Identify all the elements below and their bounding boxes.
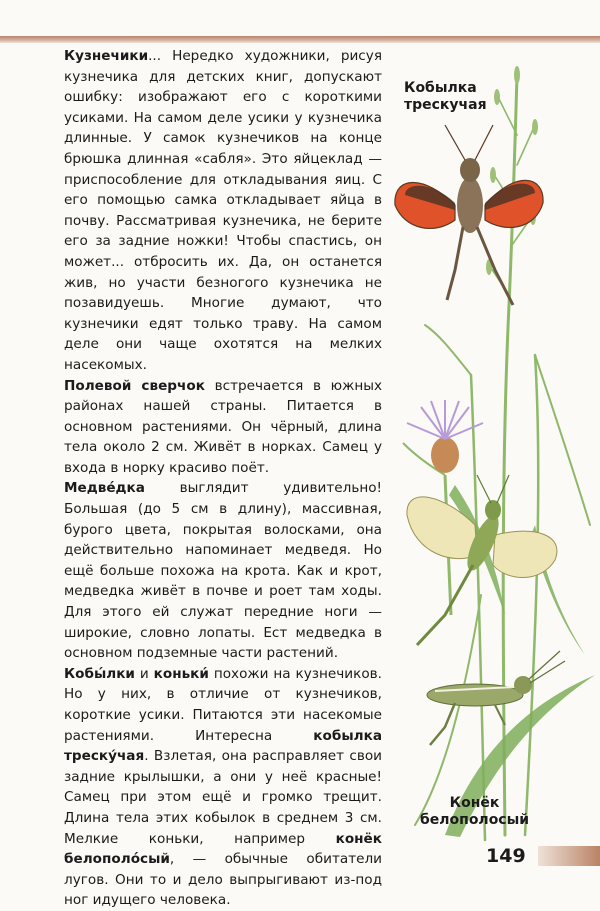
article-text [64,46,382,911]
caption-white-striped-skipper [420,795,529,829]
page-number-bar [538,846,600,866]
paragraph-mole-cricket [64,478,382,663]
term-white-striped-skipper: конёк белополо́сый [64,830,382,868]
paragraph-text: похожи на кузнечиков. Но у них, в отличие от кузнечиков, короткие усики. Питаются эти насекомые растениями. Интересна [64,665,382,744]
term-skippers: коньки́ [153,665,209,682]
paragraph-text: . Взлетая, она расправляет свои задние крылышки, а они у неё красные! Самец при этом ещё и громко трещит. Длина тела этих кобылок в среднем 3 см. Мелкие коньки, например [64,748,382,847]
caption-line: Конёк [449,795,500,811]
rattling-grasshopper [395,125,543,305]
paragraph-grasshoppers [64,46,382,376]
page-number: 149 [486,845,526,867]
paragraph-text: ... Нередко художники, рисуя кузнечика для детских книг, допускают ошибку: изображают его с короткими усиками. На самом деле усики у кузнечика длинные. У самок кузнечиков на конце брюшка длинная «сабля». Это яйцеклад — приспособление для откладывания яиц. С его помощью самка откладывает яйца в почву. Рассматривая кузнечика, не берите его за задние ножки! Чтобы спастись, он может... отбросить их. Да, он останется жив, но участи безногого кузнечика не позавидуешь. Многие думают, что кузнечики едят только траву. На самом деле они чаще охотятся на мелких насекомых. [64,48,382,373]
caption-line: трескучая [404,97,487,113]
term-mole-cricket: Медве́дка [64,480,145,497]
paragraph-text: выглядит удивительно! Большая (до 5 см в длину), массивная, бурого цвета, покрытая волосками, она действительно напоминает медведя. Но ещё больше похожа на крота. Как и крот, медведка живёт в почве и роет там ходы. Для этого ей служат передние ноги — широкие, словно лопаты. Ест медведка в основном подземные части растений. [64,480,382,662]
paragraph-text: , — обычные обитатели лугов. Они то и дело выпрыгивают из-под ног идущего человека. [64,851,382,909]
insects-illustration [385,55,600,845]
paragraph-text: и [134,665,154,682]
paragraph-field-cricket [64,376,382,479]
term-locusts: Кобы́лки [64,665,135,682]
term-grasshoppers: Кузнечики [64,48,149,64]
caption-line: Кобылка [404,80,477,96]
term-field-cricket: Полевой сверчок [64,377,205,394]
caption-line: белополосый [420,812,530,828]
term-rattling-grasshopper: кобылка трескýчая [64,727,382,765]
caption-rattling-grasshopper [404,80,487,114]
paragraph-locusts [64,664,382,911]
top-decorative-rule [0,36,600,43]
paragraph-text: встречается в южных районах нашей страны. Питается в основном растениями. Он чёрный, длина тела около 2 см. Живёт в норках. Самец у входа в норку красиво поёт. [64,377,382,476]
white-striped-skipper [427,651,565,745]
